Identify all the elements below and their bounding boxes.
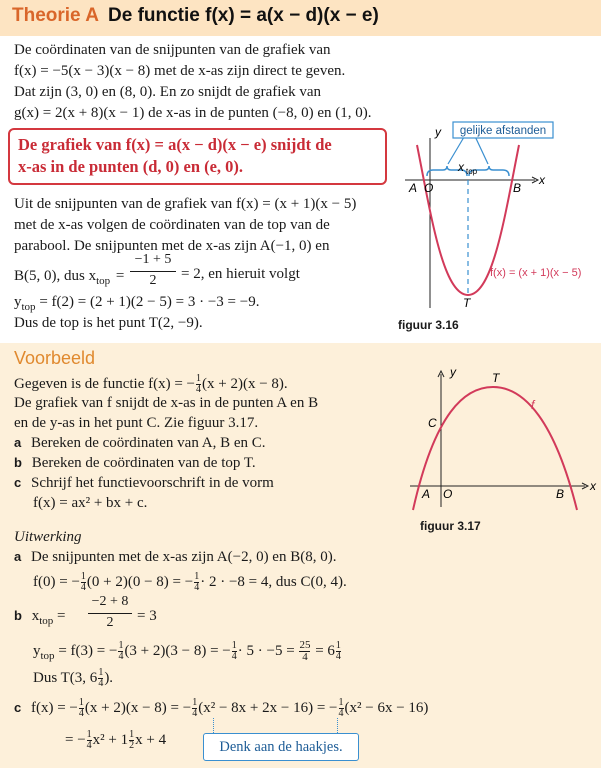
point-c-label: C — [428, 416, 437, 430]
solution-text: (0 + 2)(0 − 8) = − — [86, 574, 194, 590]
fraction: $\frac{25}{4}$ — [299, 639, 311, 663]
parabola-curve — [413, 387, 577, 510]
fraction: $\frac{1}{4}$ — [231, 640, 237, 662]
x-axis-label: x — [539, 173, 545, 187]
example-line: en de y-as in het punt C. Zie figuur 3.17. — [14, 415, 259, 431]
rule-box — [8, 128, 387, 185]
xtop-label: x — [458, 160, 464, 174]
fraction-bar — [130, 271, 176, 272]
solution-text: f(0) = − — [33, 574, 80, 590]
explanation-line: B(5, 0), dus $x_{top}$ = — [14, 268, 125, 287]
origin-label: O — [424, 181, 434, 195]
solution-a-line2 — [33, 572, 347, 593]
figure-caption: figuur 3.17 — [420, 519, 481, 533]
explanation-line: Dus de top is het punt T(2, −9). — [14, 315, 203, 331]
solution-letter: c — [14, 700, 22, 715]
solution-text: De snijpunten met de x-as zijn A(−2, 0) en B(8, 0). — [30, 549, 337, 565]
figure-caption: figuur 3.16 — [398, 318, 459, 332]
curve-label: f — [531, 398, 535, 412]
example-line: De grafiek van f snijdt de x-as in de punten A en B — [14, 395, 319, 411]
figure-317 — [405, 362, 601, 512]
x-axis-label: x — [590, 479, 596, 493]
explanation-text: y — [14, 294, 22, 310]
point-a-label: A — [409, 181, 418, 195]
figure-316 — [395, 120, 601, 320]
intro-line: f(x) = −5(x − 3)(x − 8) met de x-as zijn direct te geven. — [14, 63, 346, 79]
rule-line: x-as in de punten (d, 0) en (e, 0). — [18, 157, 244, 176]
xtop-sub-label: top — [466, 167, 478, 176]
fraction: $\frac{1}{4}$ — [338, 697, 344, 720]
solution-text: · 2 · −8 = 4, dus C(0, 4). — [200, 574, 347, 590]
fraction-bar — [88, 613, 132, 614]
fraction-denominator: 2 — [106, 615, 114, 630]
solution-text: = 3 — [137, 608, 157, 624]
task-text: Schrijf het functievoorschrift in de vorm — [30, 475, 274, 491]
fraction-numerator: −2 + 8 — [91, 594, 129, 609]
given-text: Gegeven is de functie f(x) = − — [14, 376, 196, 392]
solution-letter: a — [14, 549, 22, 564]
fraction: $\frac{1}{4}$ — [80, 571, 86, 594]
rule-line: De grafiek van f(x) = a(x − d)(x − e) snijdt de — [18, 135, 332, 154]
point-t-label: T — [463, 296, 471, 310]
given-text: (x + 2)(x − 8). — [202, 376, 288, 392]
note-pointer — [337, 718, 338, 733]
explanation-line: met de x-as volgen de coördinaten van de top van de — [14, 217, 330, 233]
fraction-numerator: 1 — [196, 373, 202, 385]
solution-c-line1: c f(x) = − $\frac{1}{4}$ (x + 2)(x − 8) = − $\frac{1}{4}$ (x² − 8x + 2x − 16) = − $\frac{1}{4}$ (x² − 6x − 16) — [14, 697, 429, 720]
example-given — [14, 374, 288, 395]
point-b-label: B — [556, 487, 565, 501]
theory-tag: Theorie A — [12, 5, 99, 26]
explanation-text: B(5, 0), dus x — [14, 268, 97, 284]
fraction: $\frac{1}{4}$ — [98, 667, 104, 690]
y-axis-label: y — [450, 365, 456, 379]
note-pointer — [213, 718, 214, 733]
explanation-text: = 2, en hieruit volgt — [181, 266, 300, 282]
solution-letter: b — [14, 608, 22, 623]
explanation-text: = f(2) = (2 + 1)(2 − 5) = 3 · −3 = −9. — [39, 294, 260, 310]
task-item — [14, 453, 256, 473]
task-letter: a — [14, 435, 22, 450]
explanation-line: parabool. De snijpunten met de x-as zijn A(−1, 0) en — [14, 238, 330, 254]
task-item — [14, 433, 266, 453]
point-t-label: T — [492, 371, 500, 385]
explanation-line: Uit de snijpunten van de grafiek van f(x) = (x + 1)(x − 5) — [14, 196, 357, 212]
fraction: $\frac{1}{2}$ — [129, 729, 135, 752]
origin-label: O — [443, 487, 453, 501]
fraction: $\frac{1}{4}$ — [118, 640, 124, 662]
solution-title: Uitwerking — [14, 529, 82, 545]
subscript: top — [21, 301, 36, 313]
task-text: Bereken de coördinaten van de top T. — [31, 455, 256, 471]
task-form: f(x) = ax² + bx + c. — [33, 495, 148, 511]
intro-line: g(x) = 2(x + 8)(x − 1) de x-as in de punten (−8, 0) en (1, 0). — [14, 105, 372, 121]
intro-line: Dat zijn (3, 0) en (8, 0). En zo snijdt de grafiek van — [14, 84, 321, 100]
fraction — [196, 374, 201, 395]
solution-text: x — [31, 608, 40, 624]
curve-formula: f(x) = (x + 1)(x − 5) — [490, 267, 582, 279]
fraction: $\frac{1}{4}$ — [192, 697, 198, 720]
solution-b-line1: b $x_{top}$ = — [14, 608, 66, 627]
solution-b-line3: Dus T(3, 6 $\frac{1}{4}$ ). — [33, 667, 114, 690]
point-a-label: A — [422, 487, 431, 501]
intro-line: De coördinaten van de snijpunten van de grafiek van — [14, 42, 331, 58]
task-text: Bereken de coördinaten van A, B en C. — [30, 435, 266, 451]
fraction-denominator: 2 — [149, 273, 157, 288]
task-item — [14, 473, 274, 493]
point-b-label: B — [513, 181, 522, 195]
task-letter: c — [14, 475, 22, 490]
y-axis-label: y — [435, 125, 441, 139]
fraction: $\frac{1}{4}$ — [335, 640, 341, 662]
example-title: Voorbeeld — [14, 348, 96, 368]
solution-c-line2: = − $\frac{1}{4}$ x² + 1 $\frac{1}{2}$ x + 4 — [65, 729, 167, 752]
fraction-denominator: 4 — [196, 384, 202, 396]
solution-a-line1 — [14, 547, 336, 567]
solution-b-line2: $y_{top} = f(3)$ = − $\frac{1}{4}$ (3 + 2)(3 − 8) = − $\frac{1}{4}$ · 5 · −5 = $\frac{25}{4}$ = 6 $\frac{1}{4}$ — [33, 639, 341, 663]
subscript: top — [96, 275, 111, 287]
note-box: Denk aan de haakjes. — [203, 733, 359, 761]
callout-label: gelijke afstanden — [459, 125, 547, 137]
fraction-numerator: −1 + 5 — [134, 252, 172, 267]
theory-title: De functie f(x) = a(x − d)(x − e) — [108, 5, 379, 26]
task-letter: b — [14, 455, 22, 470]
fraction: $\frac{1}{4}$ — [78, 697, 84, 720]
fraction: $\frac{1}{4}$ — [86, 729, 92, 752]
fraction: $\frac{1}{4}$ — [194, 571, 200, 594]
